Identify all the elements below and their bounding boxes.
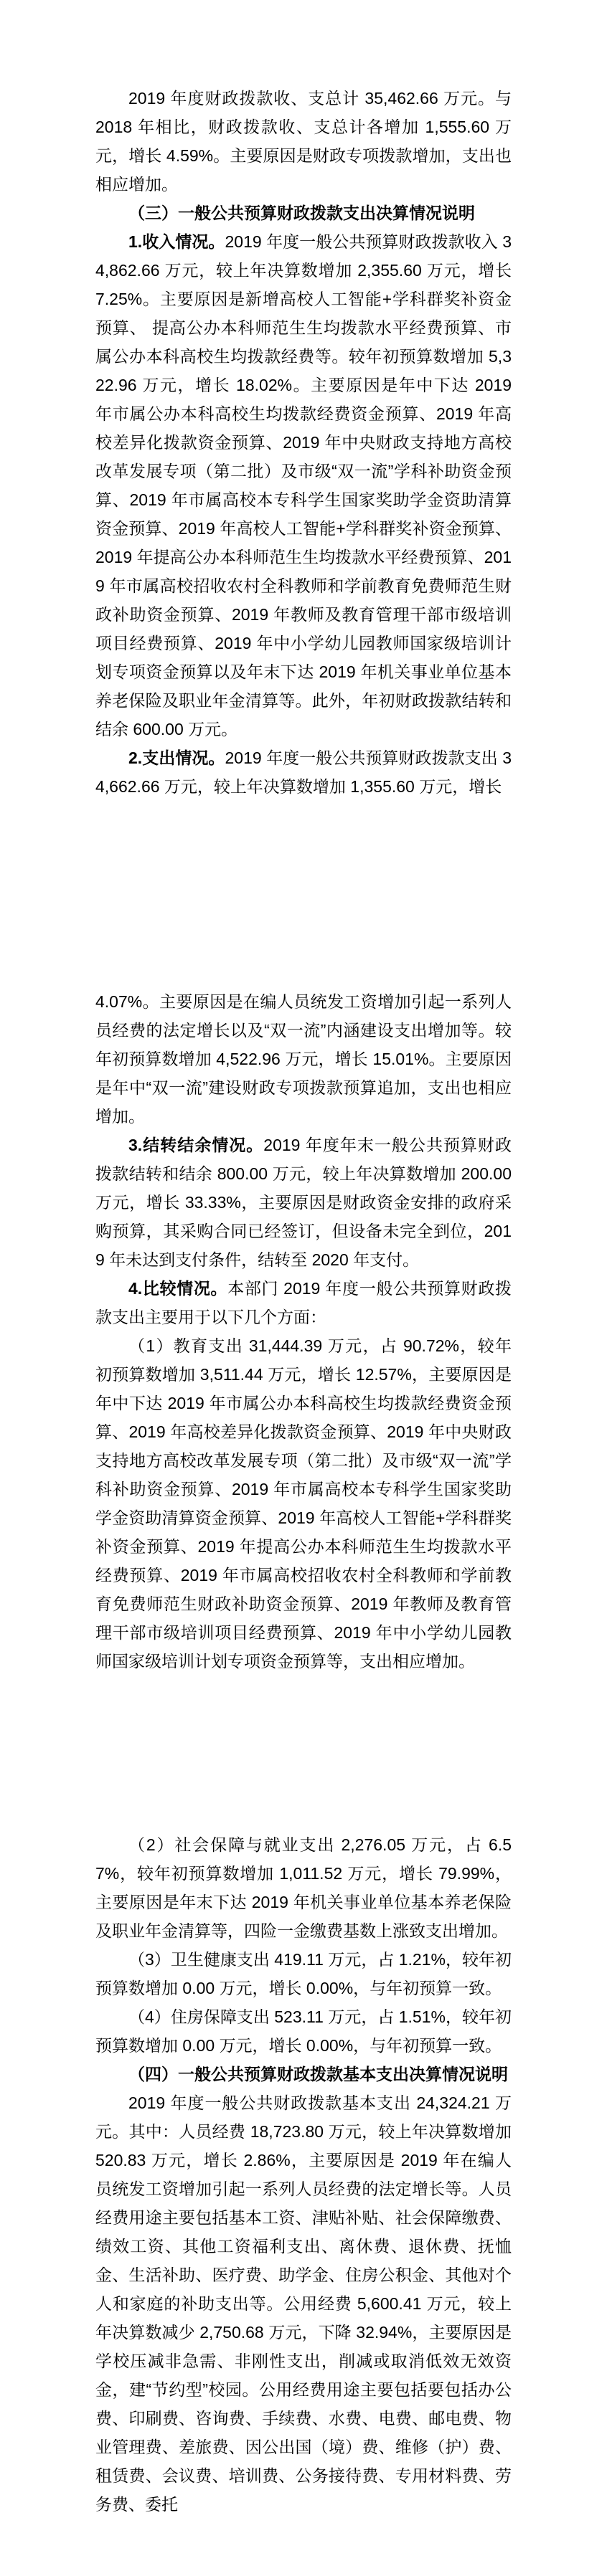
paragraph-text: （1）教育支出 31,444.39 万元，占 90.72%，较年初预算数增加 3,511.44 万元，增长 12.57%，主要原因是年中下达 2019 年市属公办本科高校生均拨款经费资金预算、2019 年高校差异化拨款资金预算、2019 年中央财政支持地方高校改革发展专项（第二批）及市级“双一流”学科补助资金预算、2019 年市属高校本专科学生国家奖助学金资助清算资金预算、2019 年高校人工智能+学科群奖补资金预算、2019 年提高公办本科师范生生均拨款水平经费预算、2019 年市属高校招收农村全科教师和学前教育免费师范生财政补助资金预算、2019 年教师及教育管理干部市级培训项目经费预算、2019 年中小学幼儿园教师国家级培训计划专项资金预算等，支出相应增加。 <box>95 1336 512 1670</box>
paragraph-comparison-situation <box>95 1274 512 1331</box>
paragraph-basic-expenditure <box>95 2088 512 2519</box>
paragraph-item-2-social-security <box>95 1830 512 1945</box>
paragraph-bold-lead: 1.收入情况。 <box>128 232 225 251</box>
paragraph-text: 4.07%。主要原因是在编人员统发工资增加引起一系列人员经费的法定增长以及“双一流”内涵建设支出增加等。较年初预算数增加 4,522.96 万元，增长 15.01%。主要原因是年中“双一流”建设财政专项拨款预算追加，支出也相应增加。 <box>95 992 512 1126</box>
paragraph-text: （4）住房保障支出 523.11 万元，占 1.51%，较年初预算数增加 0.00 万元，增长 0.00%，与年初预算一致。 <box>95 2007 512 2055</box>
paragraph-text: 2019 年度年末一般公共预算财政拨款结转和结余 800.00 万元，较上年决算数增加 200.00 万元，增长 33.33%，主要原因是财政资金安排的政府采购预算，其采购合同已经签订，但设备未完全到位，2019 年未达到支付条件，结转至 2020 年支付。 <box>95 1136 512 1269</box>
paragraph-item-3-health <box>95 1945 512 2002</box>
heading-section-4 <box>95 2060 512 2088</box>
page-1-content <box>95 84 512 801</box>
paragraph-item-4-housing <box>95 2002 512 2060</box>
paragraph-text: （3）卫生健康支出 419.11 万元，占 1.21%，较年初预算数增加 0.00 万元，增长 0.00%，与年初预算一致。 <box>95 1950 512 1997</box>
paragraph-text: 2019 年度一般公共预算财政拨款支出 34,662.66 万元，较上年决算数增加 1,355.60 万元，增长 <box>95 748 512 796</box>
paragraph-text: 本部门 2019 年度一般公共预算财政拨款支出主要用于以下几个方面： <box>95 1279 512 1326</box>
paragraph-bold-lead: 3.结转结余情况。 <box>128 1136 264 1154</box>
paragraph-text: （2）社会保障与就业支出 2,276.05 万元，占 6.57%，较年初预算数增加 1,011.52 万元，增长 79.99%，主要原因是年末下达 2019 年机关事业单位基本养老保险及职业年金清算等，四险一金缴费基数上涨致支出增加。 <box>95 1835 512 1940</box>
paragraph-fiscal-total <box>95 84 512 199</box>
page-break-gap <box>95 1676 512 1830</box>
paragraph-bold-lead: 2.支出情况。 <box>128 748 225 767</box>
paragraph-carryover-situation <box>95 1131 512 1274</box>
page-2-content <box>95 987 512 1676</box>
page-3-content <box>95 1830 512 2519</box>
heading-text: （三）一般公共预算财政拨款支出决算情况说明 <box>128 204 475 222</box>
page-break-gap <box>95 801 512 987</box>
paragraph-bold-lead: 4.比较情况。 <box>128 1279 228 1298</box>
paragraph-expenditure-continued <box>95 987 512 1131</box>
heading-section-3 <box>95 199 512 227</box>
heading-text: （四）一般公共预算财政拨款基本支出决算情况说明 <box>128 2065 508 2083</box>
paragraph-text: 2019 年度一般公共预算财政拨款收入 34,862.66 万元，较上年决算数增加 2,355.60 万元，增长 7.25%。主要原因是新增高校人工智能+学科群奖补资金预算、 提高公办本科师范生生均拨款水平经费预算、市属公办本科高校生均拨款经费等。较年初预算数增加 5,322.96 万元，增长 18.02%。主要原因是年中下达 2019 年市属公办本科高校生均拨款经费资金预算、2019 年高校差异化拨款资金预算、2019 年中央财政支持地方高校改革发展专项（第二批）及市级“双一流”学科补助资金预算、2019 年市属高校本专科学生国家奖助学金资助清算资金预算、2019 年高校人工智能+学科群奖补资金预算、2019 年提高公办本科师范生生均拨款水平经费预算、2019 年市属高校招收农村全科教师和学前教育免费师范生财政补助资金预算、2019 年教师及教育管理干部市级培训项目经费预算、2019 年中小学幼儿园教师国家级培训计划专项资金预算以及年末下达 2019 年机关事业单位基本养老保险及职业年金清算等。此外，年初财政拨款结转和结余 600.00 万元。 <box>95 232 512 738</box>
paragraph-item-1-education <box>95 1331 512 1676</box>
paragraph-expenditure-situation <box>95 743 512 801</box>
paragraph-text: 2019 年度一般公共财政拨款基本支出 24,324.21 万元。其中：人员经费 18,723.80 万元，较上年决算数增加 520.83 万元，增长 2.86%，主要原因是 2019 年在编人员统发工资增加引起一系列人员经费的法定增长等。人员经费用途主要包括基本工资、津贴补贴、社会保障缴费、绩效工资、其他工资福利支出、离休费、退休费、抚恤金、生活补助、医疗费、助学金、住房公积金、其他对个人和家庭的补助支出等。公用经费 5,600.41 万元，较上年决算数减少 2,750.68 万元，下降 32.94%，主要原因是学校压减非急需、非刚性支出，削减或取消低效无效资金，建“节约型”校园。公用经费用途主要包括要包括办公费、印刷费、咨询费、手续费、水费、电费、邮电费、物业管理费、差旅费、因公出国（境）费、维修（护）费、租赁费、会议费、培训费、公务接待费、专用材料费、劳务费、委托 <box>95 2093 512 2514</box>
paragraph-text: 2019 年度财政拨款收、支总计 35,462.66 万元。与 2018 年相比，财政拨款收、支总计各增加 1,555.60 万元，增长 4.59%。主要原因是财政专项拨款增加，支出也相应增加。 <box>95 89 512 194</box>
paragraph-income-situation <box>95 227 512 743</box>
